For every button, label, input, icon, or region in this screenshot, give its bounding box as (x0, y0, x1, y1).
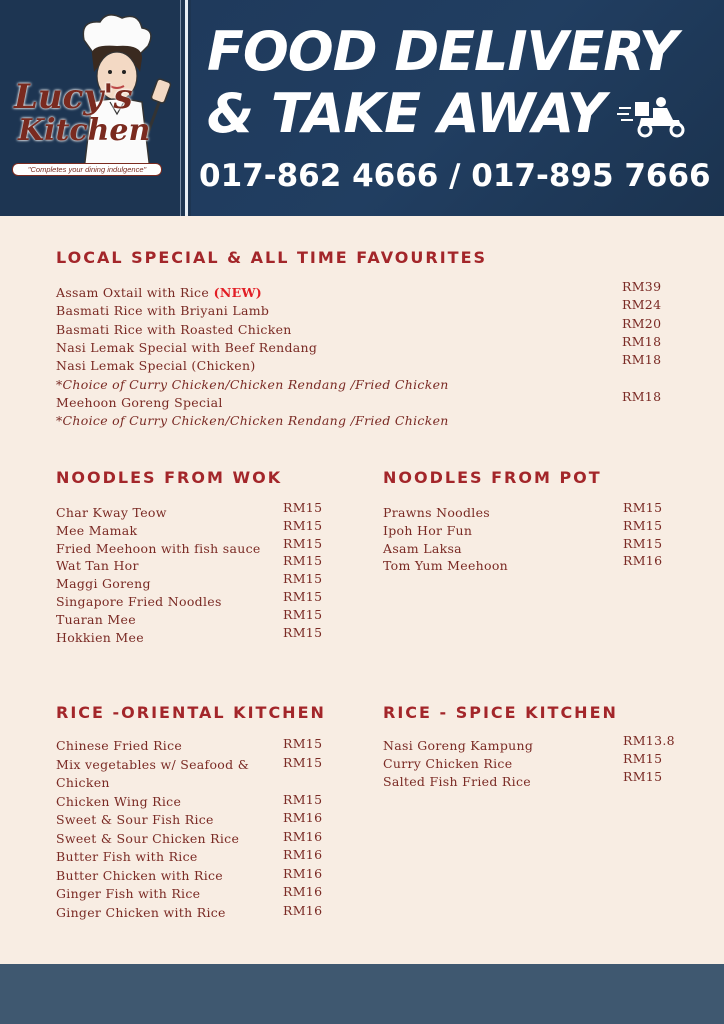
menu-item-price: RM15 (623, 500, 663, 515)
title-take-away: & TAKE AWAY (207, 82, 606, 145)
tagline: "Completes your dining indulgence" (12, 163, 162, 176)
menu-item-price: RM15 (623, 750, 663, 766)
menu-item-price: RM15 (283, 736, 323, 751)
menu-item-name: Nasi Lemak Special with Beef Rendang (56, 339, 318, 355)
menu-item-price: RM18 (622, 388, 662, 404)
menu-item-name: Salted Fish Fried Rice (383, 773, 531, 789)
menu-item-name: Curry Chicken Rice (383, 755, 513, 771)
menu-item-name: Basmati Rice with Briyani Lamb (56, 303, 270, 319)
menu-item-name: Butter Chicken with Rice (56, 867, 223, 883)
menu-item-price: RM15 (283, 553, 323, 569)
menu-item-name: Wat Tan Hor (56, 558, 139, 574)
menu-item-name: Ipoh Hor Fun (383, 522, 473, 538)
menu-item-name: Singapore Fried Noodles (56, 594, 222, 609)
menu-item-price: RM15 (283, 606, 323, 622)
menu-item-price: RM16 (283, 865, 323, 881)
menu-item-price: RM15 (283, 517, 323, 533)
menu-item-name: Assam Oxtail with Rice (NEW) (56, 285, 263, 300)
phone-numbers: 017-862 4666 / 017-895 7666 (199, 158, 711, 194)
menu-item-name: Tom Yum Meehoon (383, 558, 509, 574)
logo-line2: Kitchen (18, 113, 151, 148)
menu-item-name: Butter Fish with Rice (56, 849, 198, 864)
menu-item-price: RM18 (622, 333, 662, 349)
header-banner (0, 0, 724, 216)
menu-item-price: RM20 (622, 315, 662, 331)
menu-item-name: Hokkien Mee (56, 629, 144, 645)
menu-item-note: *Choice of Curry Chicken/Chicken Rendang /Fried Chicken (56, 413, 449, 429)
menu-item-price: RM15 (283, 589, 323, 604)
menu-item-price: RM15 (283, 624, 323, 640)
menu-item-name: Mix vegetables w/ Seafood & (56, 756, 250, 772)
menu-item-price: RM16 (283, 847, 323, 862)
menu-item-name: Maggi Goreng (56, 576, 151, 592)
menu-item-price: RM18 (622, 352, 662, 368)
section-title-wok: NOODLES FROM WOK (56, 468, 283, 487)
menu-item-price: RM15 (623, 768, 663, 784)
section-title-pot: NOODLES FROM POT (383, 468, 602, 487)
menu-item-price: RM15 (283, 571, 323, 587)
menu-item-price: RM15 (623, 517, 663, 533)
logo-line1: Lucy's (14, 77, 133, 117)
menu-item-price: RM15 (283, 500, 323, 515)
menu-item-name: Mee Mamak (56, 522, 138, 538)
menu-item-name: Char Kway Teow (56, 505, 167, 520)
menu-item-name: Nasi Goreng Kampung (383, 738, 534, 753)
menu-item-price: RM39 (622, 279, 662, 294)
title-food-delivery: FOOD DELIVERY (207, 20, 677, 83)
menu-item-price: RM16 (283, 902, 323, 918)
menu-item-price: RM15 (283, 754, 323, 770)
section-title-spice: RICE - SPICE KITCHEN (383, 703, 618, 722)
logo-panel (0, 0, 188, 216)
menu-item-name: Basmati Rice with Roasted Chicken (56, 321, 292, 337)
menu-item-name: Sweet & Sour Chicken Rice (56, 830, 240, 846)
menu-item-price: RM16 (283, 884, 323, 899)
menu-item-name: Asam Laksa (383, 540, 462, 556)
title-panel (191, 0, 724, 216)
menu-item-note: *Choice of Curry Chicken/Chicken Rendang /Fried Chicken (56, 376, 449, 392)
menu-item-name: Nasi Lemak Special (Chicken) (56, 358, 256, 374)
logo (14, 77, 164, 148)
menu-item-name: Sweet & Sour Fish Rice (56, 812, 214, 827)
menu-item-price: RM15 (283, 791, 323, 807)
menu-item-name: Ginger Fish with Rice (56, 886, 201, 901)
menu-item-name: Ginger Chicken with Rice (56, 904, 226, 920)
menu-item-price: RM13.8 (623, 733, 675, 748)
menu-item-price: RM16 (283, 810, 323, 825)
new-badge: (NEW) (209, 285, 263, 300)
menu-item-name: Tuaran Mee (56, 611, 136, 627)
menu-item-name: Prawns Noodles (383, 505, 490, 520)
section-title-oriental: RICE -ORIENTAL KITCHEN (56, 703, 326, 722)
menu-item-name: Chinese Fried Rice (56, 738, 183, 753)
menu-item-price: RM16 (283, 828, 323, 844)
menu-item-name: Meehoon Goreng Special (56, 394, 223, 410)
menu-item-name: Chicken (56, 775, 110, 790)
menu-item-price: RM15 (623, 535, 663, 551)
menu-item-price: RM15 (283, 535, 323, 551)
menu-item-name: Fried Meehoon with fish sauce (56, 540, 261, 556)
footer-bar (0, 964, 724, 1024)
menu-item-name: Chicken Wing Rice (56, 793, 182, 809)
menu-item-price: RM24 (622, 297, 662, 313)
delivery-scooter-icon (617, 94, 689, 138)
section-title-local: LOCAL SPECIAL & ALL TIME FAVOURITES (56, 248, 488, 267)
menu-item-price: RM16 (623, 553, 663, 569)
